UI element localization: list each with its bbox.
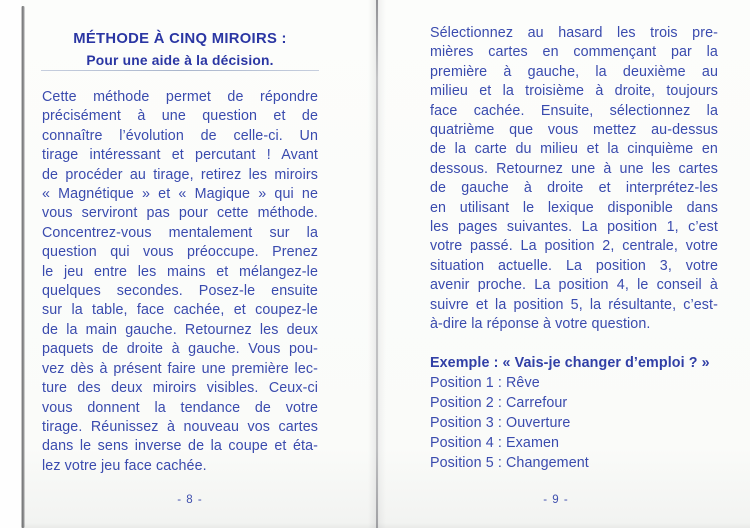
left-page <box>42 0 318 528</box>
paragraph-line: tirage. Réunissez à nouveau vos cartes <box>42 418 318 435</box>
paragraph-line: quatrième que vous mettez au-dessus <box>430 122 718 139</box>
paragraph-line: lez votre jeu face cachée. <box>42 457 207 474</box>
right-page <box>430 0 718 528</box>
paragraph-line: de gauche à droite et interprétez-les <box>430 180 718 197</box>
paragraph-line: paquets de droite à gauche. Vous pou- <box>42 341 318 358</box>
paragraph-line: milieu et la troisième à droite, toujours <box>430 83 718 100</box>
paragraph-line: vous donnent la tendance de votre <box>42 399 318 416</box>
paragraph-line: suivre et la position 5, la résultante, c’est- <box>430 296 718 313</box>
example-item: Position 4 : Examen <box>430 434 560 451</box>
example-item: Position 1 : Rêve <box>430 375 540 391</box>
paragraph-line: situation actuelle. La position 3, votre <box>430 257 718 274</box>
paragraph-line: avenir proche. La position 4, le conseil à <box>430 277 718 294</box>
paragraph-line: face cachée. Ensuite, sélectionnez la <box>430 102 718 119</box>
page-number: - 8 - <box>177 494 203 506</box>
paragraph-line: votre passé. La position 2, centrale, votre <box>430 238 718 255</box>
paragraph-line: première à gauche, la deuxième au <box>430 63 718 80</box>
paragraph-line: « Magnétique » et « Magique » qui ne <box>42 186 318 203</box>
example-block <box>430 353 718 474</box>
paragraph-line: tirage intéressant et percutant ! Avant <box>42 147 318 164</box>
paragraph-line: précisément à une question et de <box>42 108 318 125</box>
page-subtitle: Pour une aide à la décision. <box>86 53 274 68</box>
paragraph-line: connaître l’évolution de celle-ci. Un <box>42 127 318 144</box>
paragraph-line: ture des deux miroirs visibles. Ceux-ci <box>42 380 318 397</box>
paragraph-line: en utilisant le lexique disponible dans <box>430 199 718 216</box>
book-left-edge <box>21 6 25 528</box>
paragraph-line: question qui vous préoccupe. Prenez <box>42 244 318 261</box>
paragraph-line: le jeu entre les mains et mélangez-le <box>42 263 318 280</box>
paragraph-line: à-dire la réponse à votre question. <box>430 316 651 333</box>
outer-margin-strip <box>0 0 21 528</box>
paragraph-line: dans le sens inverse de la coupe et éta- <box>42 438 318 455</box>
page-title: MÉTHODE À CINQ MIROIRS : <box>73 31 287 47</box>
paragraph-line: vez dès à présent faire une première lec- <box>42 360 318 377</box>
book-gutter-crease <box>376 0 378 528</box>
paragraph-line: Concentrez-vous mentalement sur la <box>42 224 318 241</box>
page-number: - 9 - <box>543 494 569 506</box>
paragraph-line: dessous. Retournez une à une les cartes <box>430 160 718 177</box>
title-divider <box>41 70 319 71</box>
paragraph-line: de la main gauche. Retournez les deux <box>42 321 318 338</box>
right-page-paragraph <box>430 24 718 335</box>
paragraph-line: Cette méthode permet de répondre <box>42 89 318 105</box>
paragraph-line: vous serviront pas pour cette méthode. <box>42 205 318 222</box>
paragraph-line: Sélectionnez au hasard les trois pre- <box>430 25 718 41</box>
example-item: Position 2 : Carrefour <box>430 394 568 411</box>
paragraph-line: quelques secondes. Posez-le ensuite <box>42 283 318 300</box>
paragraph-line: de procéder au tirage, retirez les miroirs <box>42 166 318 183</box>
example-item: Position 5 : Changement <box>430 454 589 471</box>
paragraph-line: de la carte du milieu et la cinquième en <box>430 141 718 158</box>
paragraph-line: sur la table, face cachée, et coupez-le <box>42 302 318 319</box>
example-heading: Exemple : « Vais-je changer d’emploi ? » <box>430 355 710 371</box>
left-page-paragraph <box>42 88 318 476</box>
paragraph-line: les pages suivantes. La position 1, c’est <box>430 219 718 236</box>
paragraph-line: mières cartes en commençant par la <box>430 44 718 61</box>
example-item: Position 3 : Ouverture <box>430 414 571 431</box>
